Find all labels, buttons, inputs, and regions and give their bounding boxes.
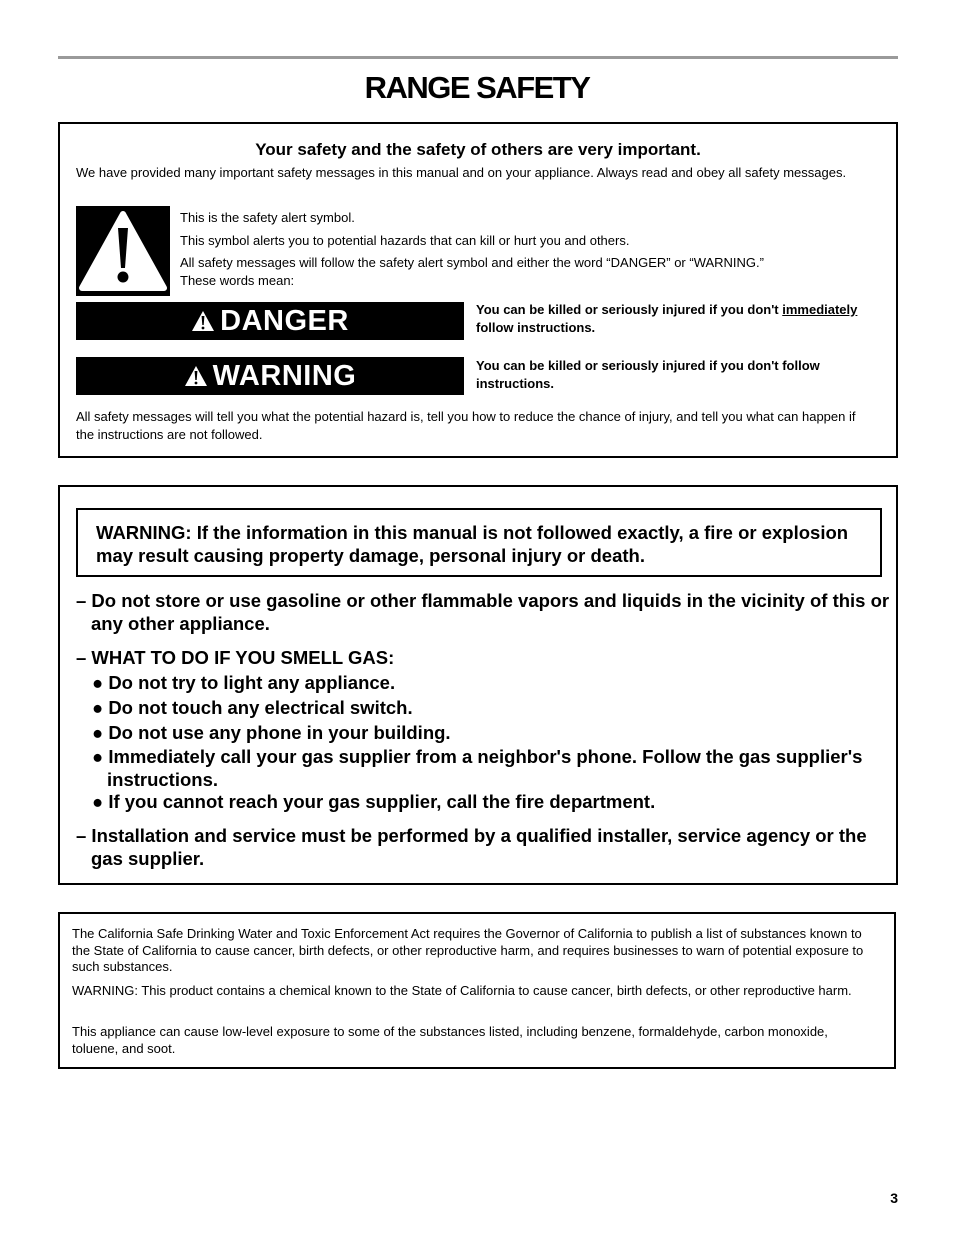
safety-intro: We have provided many important safety messages in this manual and on your appliance. Always read and obey all safety messages. <box>76 165 847 180</box>
danger-label: DANGER <box>220 304 349 337</box>
california-paragraph: The California Safe Drinking Water and Toxic Enforcement Act requires the Governor of California to publish a list of substances known to the State of California to cause cancer, birth defects, or other reproductive harm, and requires businesses to warn of potential exposure to such substances. <box>72 926 864 974</box>
danger-banner <box>76 302 464 340</box>
list-item: – Do not store or use gasoline or other flammable vapors and liquids in the vicinity of this or any other appliance. <box>76 590 890 634</box>
danger-desc-pre: You can be killed or seriously injured if you don't <box>476 302 783 317</box>
alert-line: All safety messages will follow the safety alert symbol and either the word “DANGER” or “WARNING.” <box>180 255 764 270</box>
bullet-item: ● Immediately call your gas supplier from a neighbor's phone. Follow the gas supplier's instructions. <box>92 746 863 790</box>
danger-desc-underlined: immediately <box>782 302 858 317</box>
danger-alert-icon <box>191 310 215 332</box>
bullet-item: ● Do not use any phone in your building. <box>92 722 451 743</box>
california-paragraph: This appliance can cause low-level exposure to some of the substances listed, including benzene, formaldehyde, carbon monoxide, toluene, and soot. <box>72 1024 828 1056</box>
alert-line: These words mean: <box>180 273 295 288</box>
danger-desc-post: follow instructions. <box>476 320 596 335</box>
warning-label: WARNING <box>212 359 357 392</box>
warning-description: You can be killed or seriously injured if you don't follow instructions. <box>476 358 820 391</box>
bullet-item: ● Do not touch any electrical switch. <box>92 697 413 718</box>
page-title: RANGE SAFETY <box>364 70 590 105</box>
bullet-item: ● Do not try to light any appliance. <box>92 672 396 693</box>
safety-alert-symbol-icon <box>76 206 170 296</box>
safety-messages-box <box>58 122 898 458</box>
safety-heading: Your safety and the safety of others are very important. <box>255 140 701 159</box>
top-rule <box>58 56 898 59</box>
danger-description <box>476 301 891 337</box>
warning-banner <box>76 357 464 395</box>
list-item: – WHAT TO DO IF YOU SMELL GAS: <box>76 647 395 668</box>
list-item: – Installation and service must be performed by a qualified installer, service agency or the gas supplier. <box>76 825 867 869</box>
bullet-item: ● If you cannot reach your gas supplier, call the fire department. <box>92 791 656 812</box>
warning-alert-icon <box>184 365 208 387</box>
safety-footer: All safety messages will tell you what the potential hazard is, tell you how to reduce the chance of injury, and tell you what can happen if the instructions are not followed. <box>76 409 856 442</box>
california-paragraph: WARNING: This product contains a chemical known to the State of California to cause cancer, birth defects, or other reproductive harm. <box>72 983 852 998</box>
fire-explosion-warning: WARNING: If the information in this manual is not followed exactly, a fire or explosion may result causing property damage, personal injury or death. <box>76 508 882 577</box>
page-number: 3 <box>890 1190 898 1206</box>
alert-line: This symbol alerts you to potential hazards that can kill or hurt you and others. <box>180 233 630 248</box>
california-prop65-box <box>58 912 896 1069</box>
gas-warning-box <box>58 485 898 885</box>
alert-line: This is the safety alert symbol. <box>180 210 355 225</box>
